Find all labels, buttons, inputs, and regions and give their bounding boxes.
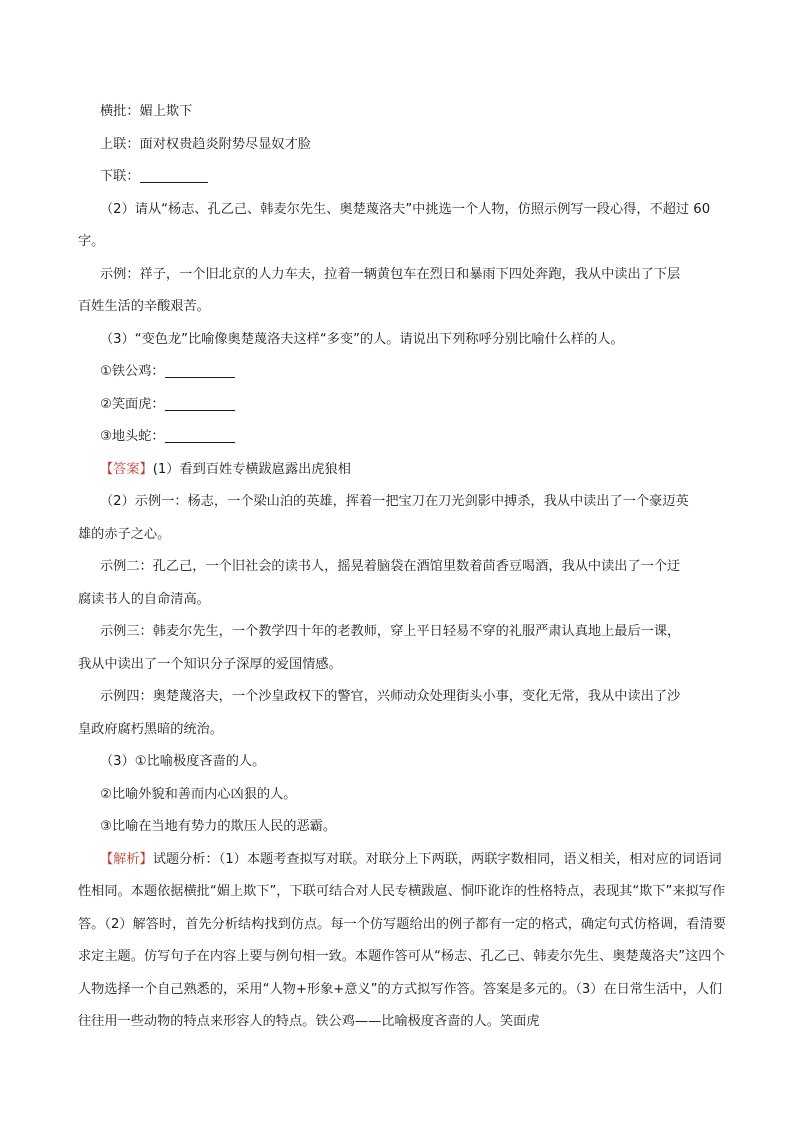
question-3-line: （3）“变色龙”比喻像奥楚蔑洛夫这样“多变”的人。请说出下列称呼分别比喻什么样的人。	[100, 331, 624, 347]
answer-example-line: 示例三：韩麦尔先生，一个教学四十年的老教师，穿上平日轻易不穿的礼服严肃认真地上最后一课，	[100, 624, 681, 639]
answer-blank	[165, 394, 235, 411]
answer-example-line: 示例四：奥楚蔑洛夫，一个沙皇政权下的警官，兴师动众处理街头小事，变化无常，我从中读出了沙	[100, 689, 681, 704]
hengpi-line: 横批：媚上欺下	[100, 104, 193, 119]
analysis-tag: 【解析】	[100, 851, 153, 867]
answer-blank	[140, 166, 208, 183]
analysis-text: 试题分析：（1）本题考查拟写对联。对联分上下两联，两联字数相同，语义相关，相对应的词语词性相同。本题依据横批“媚上欺下”，下联可结合对人民专横跋扈、恫吓讹诈的性格特点，表现其“欺下”来拟写作答。（2）解答时，首先分析结构找到仿点。每一个仿写题给出的例子都有一定的格式，确定句式仿格调，看清要求定主题。仿写句子在内容上要与例句相一致。本题作答可从“杨志、孔乙己、韩麦尔先生、奥楚蔑洛夫”这四个人物选择一个自己熟悉的，采用“人物+形象+意义”的方式拟写作答。答案是多元的。（3）在日常生活中，人们往往用一些动物的特点来形容人的特点。铁公鸡——比喻极度吝啬的人。笑面虎	[78, 851, 726, 1029]
document-content	[78, 96, 730, 1039]
answer-example-line: 示例二：孔乙己，一个旧社会的读书人，摇晃着脑袋在酒馆里数着茴香豆喝酒，我从中读出了一个迂	[100, 559, 681, 574]
answer-example-line: 皇政府腐朽黑暗的统治。	[78, 721, 224, 737]
answer-3-line: （3）①比喻极度吝啬的人。	[100, 754, 266, 769]
answer-tag: 【答案】	[100, 461, 153, 477]
answer-example-line: （2）示例一：杨志，一个梁山泊的英雄，挥着一把宝刀在刀光剑影中搏杀，我从中读出了一个豪迈英	[100, 494, 689, 509]
xialian-line	[78, 161, 730, 194]
xialian-label: 下联：	[100, 169, 140, 184]
answer-3-line: ③比喻在当地有势力的欺压人民的恶霸。	[100, 819, 337, 834]
question-2-line: 字。	[78, 234, 105, 249]
answer-example-line: 腐读书人的自命清高。	[78, 591, 210, 607]
example-line: 示例：祥子，一个旧北京的人力车夫，拉着一辆黄包车在烈日和暴雨下四处奔跑，我从中读出了下层	[100, 266, 681, 282]
analysis-paragraph	[78, 844, 730, 1039]
example-line: 百姓生活的辛酸艰苦。	[78, 299, 210, 314]
answer-example-line: 雄的赤子之心。	[78, 526, 171, 542]
answer-blank	[165, 361, 235, 378]
question-2-line: （2）请从“杨志、孔乙己、韩麦尔先生、奥楚蔑洛夫”中挑选一个人物，仿照示例写一段心得，不超过 60	[100, 201, 711, 217]
answer-example-line: 我从中读出了一个知识分子深厚的爱国情感。	[78, 656, 342, 672]
shanglian-line: 上联：面对权贵趋炎附势尽显奴才脸	[100, 136, 311, 152]
question-3-item: ①铁公鸡：	[78, 356, 730, 389]
question-3-item: ②笑面虎：	[78, 389, 730, 422]
question-3-item: ③地头蛇：	[78, 421, 730, 454]
answer-text: (1）看到百姓专横跋扈露出虎狼相	[152, 461, 351, 477]
answer-3-line: ②比喻外貌和善而内心凶狠的人。	[100, 786, 297, 802]
answer-blank	[165, 426, 235, 443]
answer-line	[78, 454, 730, 487]
